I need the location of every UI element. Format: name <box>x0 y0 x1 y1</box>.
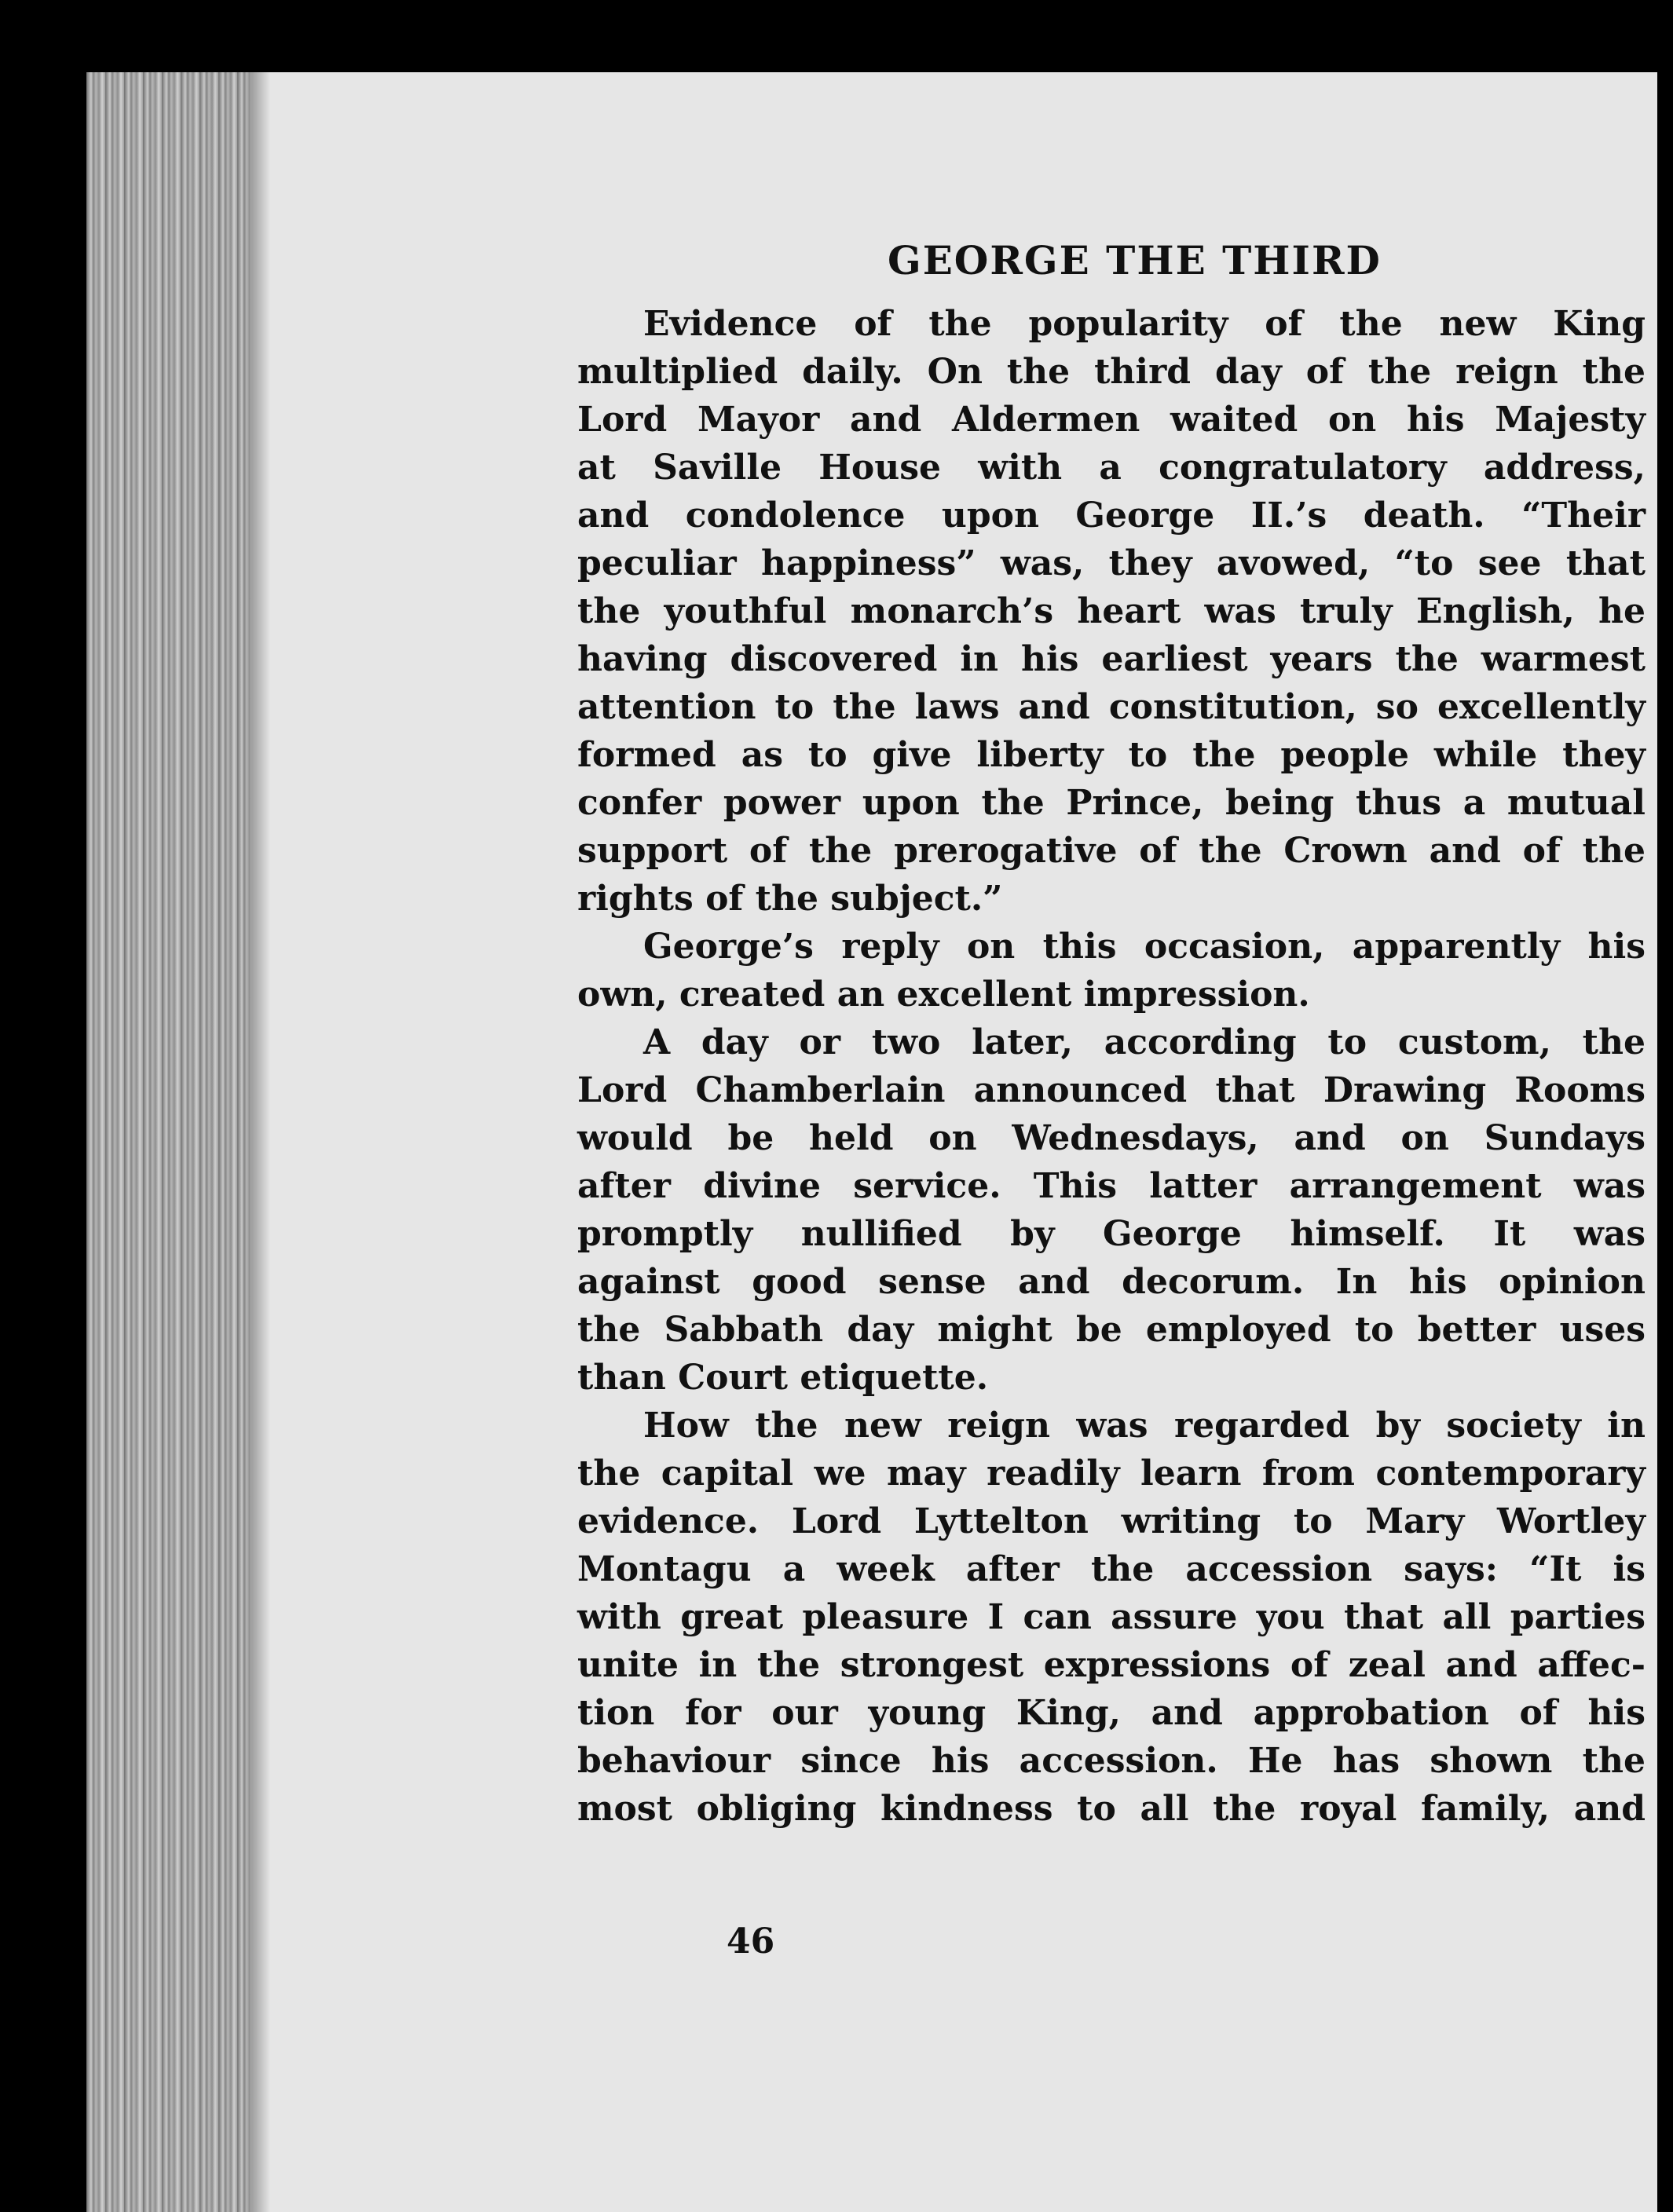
text-line: and condolence upon George II.’s death. “Their <box>577 495 1646 536</box>
text-line: the capital we may readily learn from contemporary <box>577 1453 1646 1494</box>
text-line: unite in the strongest expressions of zeal and affec- <box>577 1645 1646 1685</box>
text-line: at Saville House with a congratulatory address, <box>577 448 1646 488</box>
text-line: tion for our young King, and approbation of his <box>577 1693 1646 1733</box>
text-line: Lord Mayor and Aldermen waited on his Majesty <box>577 400 1646 440</box>
text-line: How the new reign was regarded by society in <box>643 1406 1646 1446</box>
text-line: formed as to give liberty to the people while they <box>577 735 1646 775</box>
text-line: after divine service. This latter arrangement was <box>577 1166 1646 1206</box>
text-line: evidence. Lord Lyttelton writing to Mary Wortley <box>577 1501 1646 1541</box>
body-text <box>577 300 1646 1833</box>
text-line: promptly nullified by George himself. It was <box>577 1214 1646 1254</box>
text-line: the youthful monarch’s heart was truly English, he <box>577 591 1646 631</box>
page-gutter <box>86 72 251 2212</box>
text-line: the Sabbath day might be employed to better uses <box>577 1310 1646 1350</box>
text-line: attention to the laws and constitution, so excellently <box>577 687 1646 727</box>
running-head: GEORGE THE THIRD <box>888 237 1382 283</box>
text-line: would be held on Wednesdays, and on Sundays <box>577 1118 1646 1158</box>
text-line: Lord Chamberlain announced that Drawing Rooms <box>577 1070 1646 1110</box>
text-line: own, created an excellent impression. <box>577 974 1310 1015</box>
text-line: most obliging kindness to all the royal family, and <box>577 1789 1646 1829</box>
text-line: multiplied daily. On the third day of the reign the <box>577 352 1646 392</box>
text-line: Evidence of the popularity of the new King <box>643 304 1646 344</box>
text-line: against good sense and decorum. In his opinion <box>577 1262 1646 1302</box>
text-line: George’s reply on this occasion, apparently his <box>643 927 1646 967</box>
text-line: having discovered in his earliest years the warmest <box>577 639 1646 679</box>
text-line: rights of the subject.” <box>577 879 1003 919</box>
text-line: support of the prerogative of the Crown and of the <box>577 831 1646 871</box>
text-line: behaviour since his accession. He has shown the <box>577 1741 1646 1781</box>
text-line: A day or two later, according to custom, the <box>643 1022 1646 1062</box>
page-number: 46 <box>727 1921 775 1962</box>
book-page <box>86 72 1657 2212</box>
text-line: than Court etiquette. <box>577 1358 989 1398</box>
text-line: peculiar happiness” was, they avowed, “to see that <box>577 543 1646 583</box>
text-line: with great pleasure I can assure you that all parties <box>577 1597 1646 1637</box>
text-line: Montagu a week after the accession says: “It is <box>577 1549 1646 1589</box>
text-line: confer power upon the Prince, being thus a mutual <box>577 783 1646 823</box>
